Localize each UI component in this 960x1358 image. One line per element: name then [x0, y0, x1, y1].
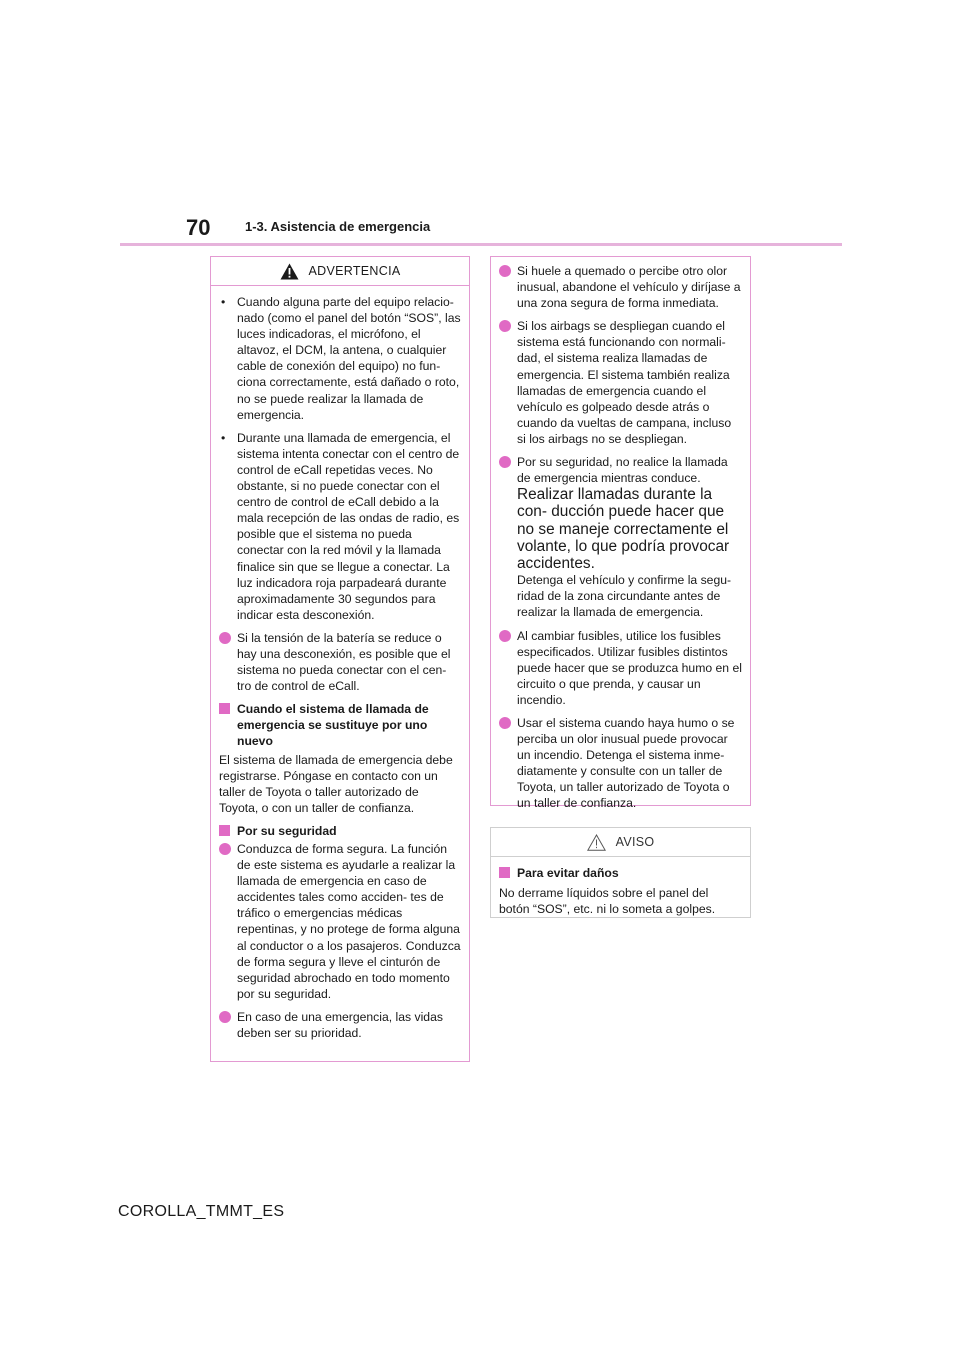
list-item: • Durante una llamada de emergencia, el sistema intenta conectar con el centro de control de eCall repetidas veces. No obstante, si no puede conectar con el centro de control de eCall debido a la mala recepción de las ondas de radio, es posible que el sistema no pueda conectar con la red móvil y la llamada finalice sin que se llegue a conectar. La luz indicadora roja parpadeará durante aproximadamente 30 segundos para indicar esta desconexión.	[221, 430, 460, 622]
list-item: Si los airbags se despliegan cuando el sistema está funcionando con normali- dad, el sistema realiza llamadas de emergencia. El sistema también realiza llamadas de emergencia cuando el vehículo es golpeado desde atrás o cuando da vueltas de campana, incluso si los airbags no se despliegan.	[499, 318, 742, 447]
circle-bullet-icon	[219, 1011, 231, 1023]
circle-bullet-icon	[499, 630, 511, 642]
notice-box	[490, 827, 751, 918]
circle-bullet-icon	[499, 717, 511, 729]
circle-bullet-icon	[499, 456, 511, 468]
list-item: Conduzca de forma segura. La función de este sistema es ayudarle a realizar la llamada de emergencia en caso de accidentes tales como acciden- tes de tráfico o emergencias médicas repentinas, y no protege de forma alguna al conductor o a los pasajeros. Conduzca de forma segura y lleve el cinturón de seguridad abrochado en todo momento por su seguridad.	[219, 841, 461, 1002]
dash-bullet: •	[221, 295, 226, 309]
notice-title: AVISO	[615, 835, 655, 849]
warning-continuation-box	[490, 256, 751, 811]
square-bullet-icon	[499, 867, 510, 878]
warning-title: ADVERTENCIA	[308, 264, 401, 278]
paragraph: No derrame líquidos sobre el panel del botón “SOS”, etc. ni lo someta a golpes.	[499, 886, 716, 917]
square-bullet-icon	[219, 825, 230, 836]
list-item: En caso de una emergencia, las vidas deben ser su prioridad.	[219, 1009, 461, 1041]
list-item: Por su seguridad, no realice la llamada de emergencia mientras conduce. Realizar llamadas durante la con- ducción puede hacer que no se maneje correctamente el volante, lo que podría provocar accidentes. Detenga el vehículo y confirme la segu- ridad de la zona circundante antes de realizar la llamada de emergencia.	[499, 454, 742, 620]
circle-bullet-icon	[219, 632, 231, 644]
subheading: Cuando el sistema de llamada de emergencia se sustituye por uno nuevo	[219, 701, 461, 749]
circle-bullet-icon	[219, 843, 231, 855]
dash-bullet: •	[221, 430, 226, 445]
circle-bullet-icon	[499, 320, 511, 332]
warning-box	[210, 256, 470, 1062]
warning-box-header	[211, 257, 469, 286]
square-bullet-icon	[219, 703, 230, 714]
document-code: COROLLA_TMMT_ES	[118, 1203, 285, 1220]
list-item: Si huele a quemado o percibe otro olor inusual, abandone el vehículo y diríjase a una zona segura de forma inmediata.	[499, 263, 742, 311]
caution-triangle-icon	[587, 834, 606, 851]
page-number: 70	[186, 215, 211, 240]
subheading: Para evitar daños	[499, 865, 742, 881]
section-title: 1-3. Asistencia de emergencia	[245, 219, 431, 234]
subheading: Por su seguridad	[219, 823, 461, 839]
circle-bullet-icon	[499, 265, 511, 277]
emphasis-text: Realizar llamadas durante la con- ducción puede hacer que no se maneje correctamente el volante, lo que podría provocar accidentes.	[517, 486, 730, 573]
list-item: • Cuando alguna parte del equipo relacio- nado (como el panel del botón “SOS”, las luces indicadoras, el micrófono, el altavoz, el DCM, la antena, o cualquier cable de conexión del equipo) no fun- ciona correctamente, está dañado o roto, no se puede realizar la llamada de emergencia.	[221, 295, 461, 422]
notice-box-header	[491, 828, 750, 857]
list-item: Si la tensión de la batería se reduce o hay una desconexión, es posible que el sistema no pueda conectar con el cen- tro de control de eCall.	[219, 630, 461, 694]
list-item: Usar el sistema cuando haya humo o se perciba un olor inusual puede provocar un incendio. Detenga el sistema inme- diatamente y consulte con un taller de Toyota, un taller autorizado de Toyota o un taller de confianza.	[499, 715, 742, 812]
list-item: Al cambiar fusibles, utilice los fusibles especificados. Utilizar fusibles distintos puede hacer que se produzca humo en el circuito o que prenda, y causar un incendio.	[499, 628, 742, 708]
paragraph: El sistema de llamada de emergencia debe registrarse. Póngase en contacto con un taller de Toyota o taller autorizado de Toyota, o con un taller de confianza.	[219, 752, 453, 815]
header-rule	[120, 243, 842, 246]
warning-triangle-icon	[280, 263, 299, 280]
